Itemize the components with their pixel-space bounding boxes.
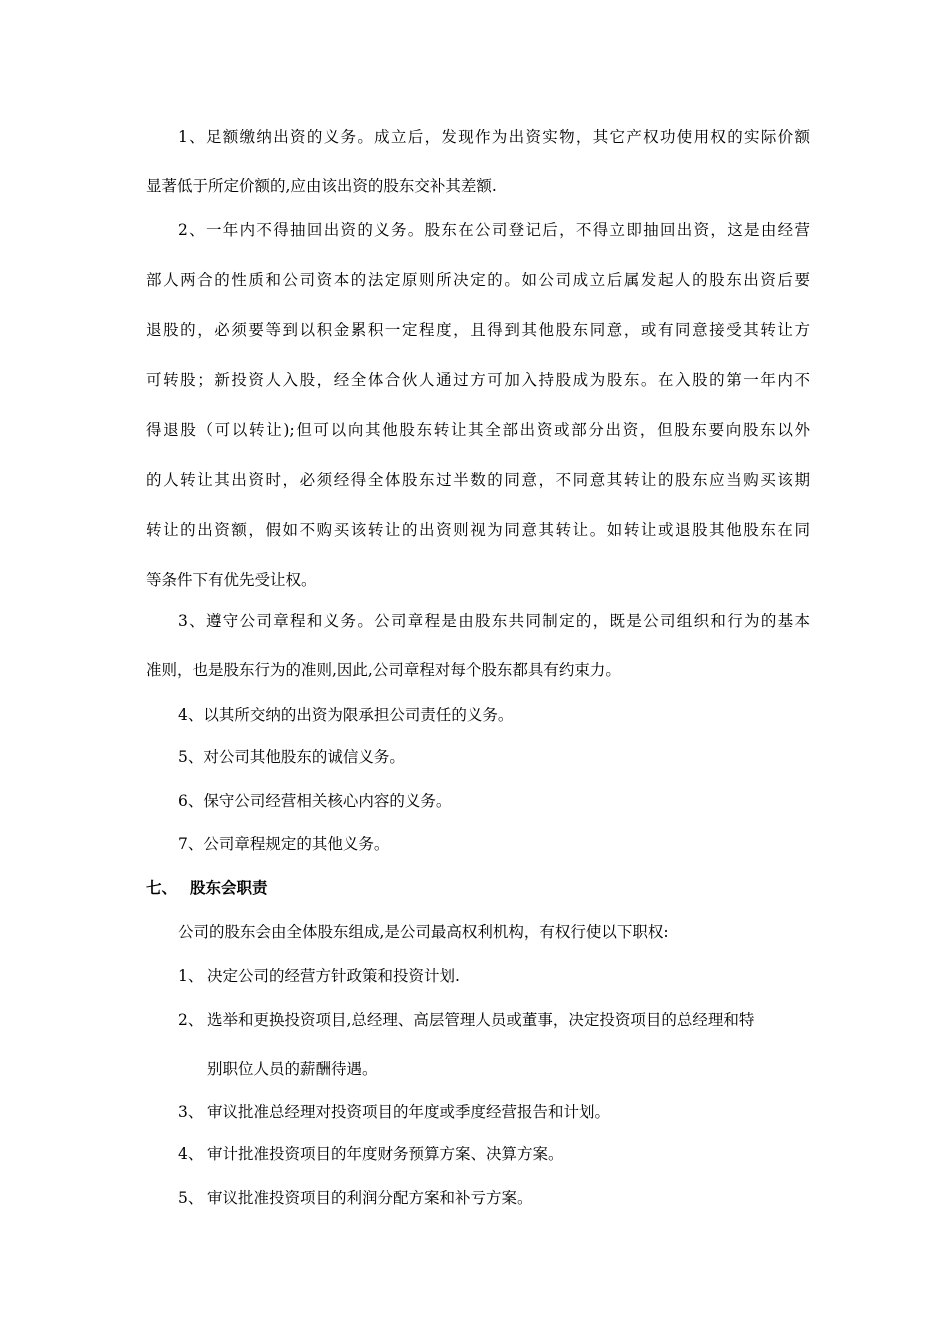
obligation-2-line-6: 的人转让其出资时，必须经得全体股东过半数的同意，不同意其转让的股东应当购买该期 <box>146 471 810 489</box>
obligation-2-line-2: 部人两合的性质和公司资本的法定原则所决定的。如公司成立后属发起人的股东出资后要 <box>146 271 810 289</box>
power-3-text: 审议批准总经理对投资项目的年度或季度经营报告和计划。 <box>207 1103 611 1121</box>
power-2 <box>178 1008 810 1032</box>
obligation-2-line-4: 可转股；新投资人入股，经全体合伙人通过方可加入持股成为股东。在入股的第一年内不 <box>146 371 810 389</box>
obligation-2-line-3: 退股的，必须要等到以积金累积一定程度，且得到其他股东同意，或有同意接受其转让方 <box>146 321 810 339</box>
power-4-number: 4、 <box>178 1145 204 1163</box>
obligation-4: 4、以其所交纳的出资为限承担公司责任的义务。 <box>178 706 514 724</box>
obligation-6: 6、保守公司经营相关核心内容的义务。 <box>178 792 452 810</box>
section-number: 七、 <box>146 878 178 897</box>
power-2-text: 选举和更换投资项目,总经理、高层管理人员或董事，决定投资项目的总经理和特 <box>207 1011 755 1029</box>
obligation-3-line-1: 3、遵守公司章程和义务。公司章程是由股东共同制定的，既是公司组织和行为的基本 <box>178 612 810 630</box>
obligation-5: 5、对公司其他股东的诚信义务。 <box>178 748 405 766</box>
power-3-number: 3、 <box>178 1103 204 1121</box>
section-intro: 公司的股东会由全体股东组成,是公司最高权利机构，有权行使以下职权: <box>178 923 669 941</box>
section-title: 股东会职责 <box>190 878 268 897</box>
power-4 <box>178 1142 810 1166</box>
power-5 <box>178 1186 810 1210</box>
obligation-2-line-8: 等条件下有优先受让权。 <box>146 571 317 589</box>
obligation-2-line-7: 转让的出资额，假如不购买该转让的出资则视为同意其转让。如转让或退股其他股东在同 <box>146 521 810 539</box>
power-1 <box>178 964 810 988</box>
power-5-text: 审议批准投资项目的利润分配方案和补亏方案。 <box>207 1189 533 1207</box>
obligation-7: 7、公司章程规定的其他义务。 <box>178 835 390 853</box>
power-3 <box>178 1100 810 1124</box>
power-1-text: 决定公司的经营方针政策和投资计划. <box>207 967 460 985</box>
power-2-number: 2、 <box>178 1011 204 1029</box>
obligation-1-line-2: 显著低于所定价额的,应由该出资的股东交补其差额. <box>146 177 497 195</box>
power-4-text: 审计批准投资项目的年度财务预算方案、决算方案。 <box>207 1145 564 1163</box>
obligation-1-line-1: 1、足额缴纳出资的义务。成立后，发现作为出资实物，其它产权功使用权的实际价额 <box>178 128 810 146</box>
power-5-number: 5、 <box>178 1189 204 1207</box>
obligation-2-line-1: 2、一年内不得抽回出资的义务。股东在公司登记后，不得立即抽回出资，这是由经营 <box>178 221 810 239</box>
obligation-3-line-2: 准则，也是股东行为的准则,因此,公司章程对每个股东都具有约束力。 <box>146 661 621 679</box>
obligation-2-line-5: 得退股（可以转让);但可以向其他股东转让其全部出资或部分出资，但股东要向股东以外 <box>146 421 810 439</box>
section-heading <box>146 876 810 900</box>
power-1-number: 1、 <box>178 967 204 985</box>
power-2-continuation: 别职位人员的薪酬待遇。 <box>207 1060 378 1078</box>
